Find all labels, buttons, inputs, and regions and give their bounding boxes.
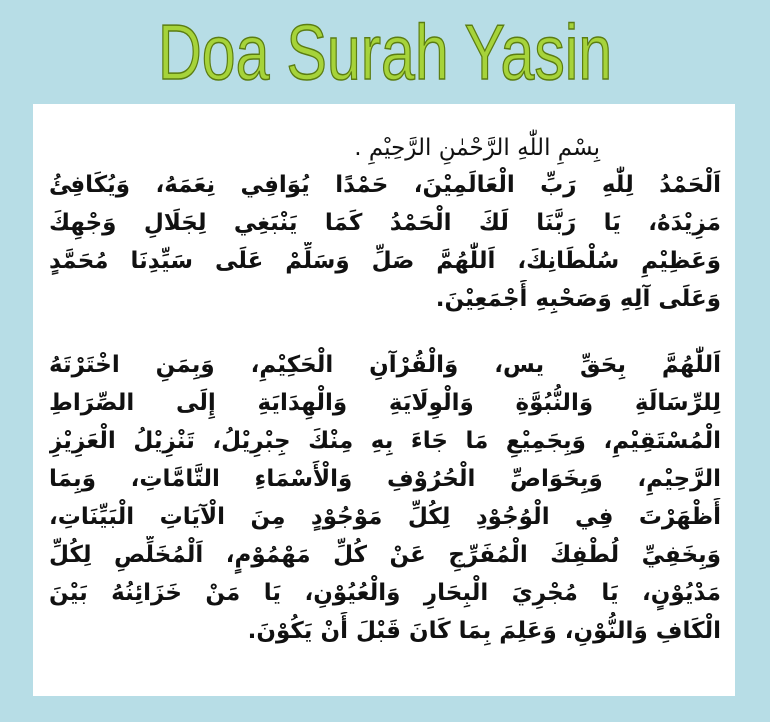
paragraph2-line-3: الْمُسْتَقِيْمِ، وَبِجَمِيْعِ مَا جَاءَ بِهِ مِنْكَ جِبْرِيْلُ، تَنْزِيْلُ الْعَزِيْزِ [49,428,721,454]
doa-text [33,104,735,696]
page-title: Doa Surah Yasin [157,8,613,96]
text-page [33,104,735,696]
paragraph2-line-5: أَظْهَرْتَ فِي الْوُجُوْدِ لِكُلِّ مَوْجُوْدٍ مِنَ الْآيَاتِ الْبَيِّنَاتِ، [49,504,721,530]
paragraph2-line-8: الْكَافِ وَالنُّوْنِ، وَعَلِمَ بِمَا كَانَ قَبْلَ أَنْ يَكُوْنَ. [247,618,721,644]
paragraph1-line-3: وَعَظِيْمِ سُلْطَانِكَ، اَللّٰهُمَّ صَلِّ وَسَلِّمْ عَلَى سَيِّدِنَا مُحَمَّدٍ [49,248,721,274]
paragraph2-line-7: مَدْيُوْنٍ، يَا مُجْرِيَ الْبِحَارِ وَالْعُيُوْنِ، يَا مَنْ خَزَائِنُهُ بَيْنَ [49,580,721,606]
paragraph1-line-4: وَعَلَى آلِهِ وَصَحْبِهِ أَجْمَعِيْنَ. [435,286,721,312]
basmala-line: بِسْمِ اللّٰهِ الرَّحْمٰنِ الرَّحِيْمِ . [354,135,600,161]
paragraph1-line-2: مَزِيْدَهُ، يَا رَبَّنَا لَكَ الْحَمْدُ كَمَا يَنْبَغِي لِجَلَالِ وَجْهِكَ [49,210,721,236]
paragraph2-line-6: وَبِخَفِيِّ لُطْفِكَ الْمُفَرِّجِ عَنْ كُلِّ مَهْمُوْمٍ، اَلْمُخَلِّصِ لِكُلِّ [49,542,721,568]
paragraph1-line-1: اَلْحَمْدُ لِلّٰهِ رَبِّ الْعَالَمِيْنَ، حَمْدًا يُوَافِي نِعَمَهُ، وَيُكَافِئُ [49,172,721,198]
paragraph2-line-1: اَللّٰهُمَّ بِحَقِّ يس، وَالْقُرْآنِ الْحَكِيْمِ، وَبِمَنِ اخْتَرْتَهُ [49,352,721,378]
paragraph2-line-4: الرَّحِيْمِ، وَبِخَوَاصِّ الْحُرُوْفِ وَالْأَسْمَاءِ التَّامَّاتِ، وَبِمَا [49,466,721,492]
paragraph2-line-2: لِلرِّسَالَةِ وَالنُّبُوَّةِ وَالْوِلَايَةِ وَالْهِدَايَةِ إِلَى الصِّرَاطِ [49,390,721,416]
